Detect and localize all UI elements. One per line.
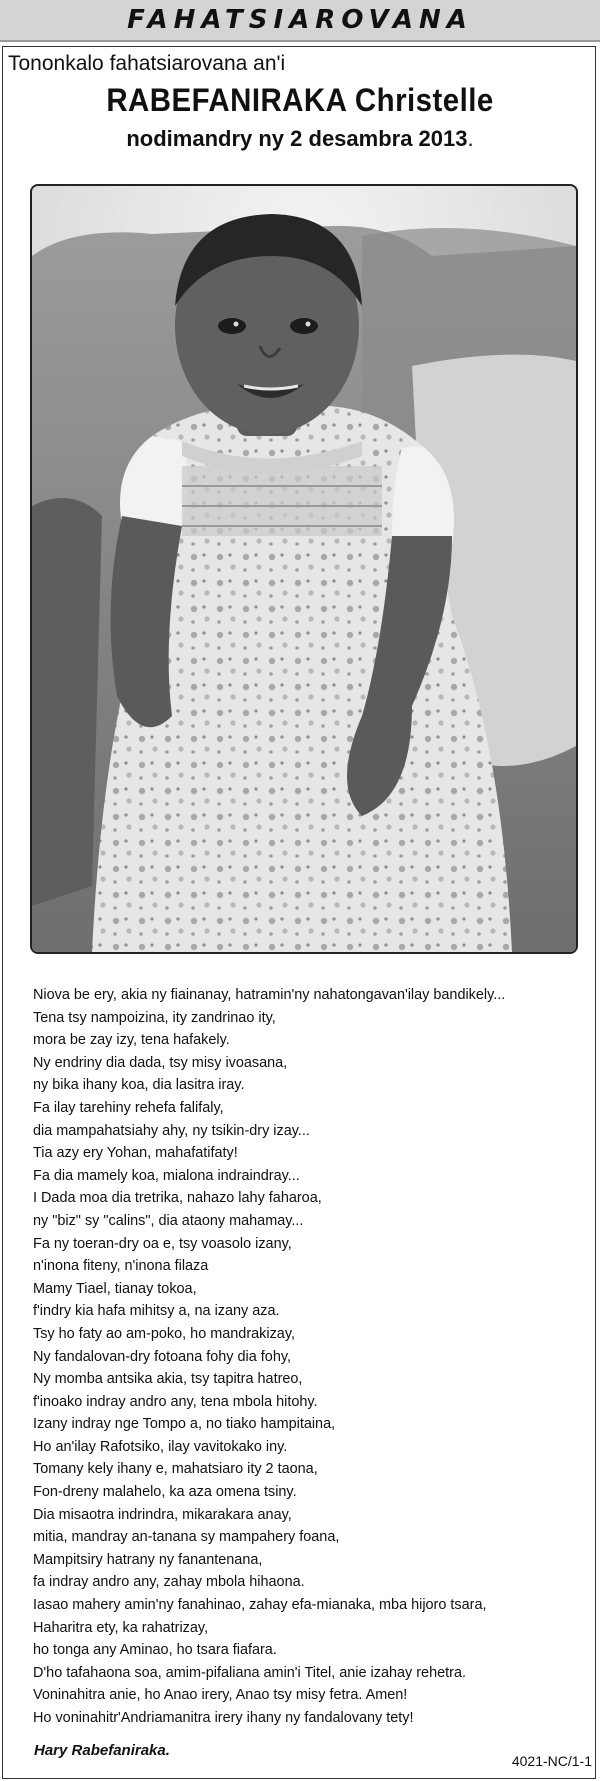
poem-line: Voninahitra anie, ho Anao irery, Anao tsy misy fetra. Amen! bbox=[33, 1686, 408, 1704]
poem-line: Iasao mahery amin'ny fanahinao, zahay efa-mianaka, mba hijoro tsara, bbox=[33, 1596, 487, 1614]
reference-code: 4021-NC/1-1 bbox=[511, 1753, 592, 1769]
poem-line: Haharitra ety, ka rahatrizay, bbox=[33, 1618, 209, 1636]
poem-line: Tomany kely ihany e, mahatsiaro ity 2 taona, bbox=[33, 1460, 318, 1478]
poem-line: Ny momba antsika akia, tsy tapitra hatreo, bbox=[33, 1370, 303, 1388]
poem-line: Tena tsy nampoizina, ity zandrinao ity, bbox=[33, 1008, 276, 1026]
poem-line: f'indry kia hafa mihitsy a, na izany aza. bbox=[33, 1302, 280, 1320]
poem-line: D'ho tafahaona soa, amim-pifaliana amin'i Titel, anie izahay rehetra. bbox=[33, 1663, 466, 1681]
poem-line: mora be zay izy, tena hafakely. bbox=[33, 1031, 230, 1049]
poem-line: Fon-dreny malahelo, ka aza omena tsiny. bbox=[33, 1483, 297, 1501]
memorial-poem bbox=[33, 984, 546, 1730]
memorial-photo bbox=[30, 184, 578, 954]
poem-line: Niova be ery, akia ny fiainanay, hatramin'ny nahatongavan'ilay bandikely... bbox=[33, 986, 506, 1003]
poem-line: mitia, mandray an-tanana sy mampahery foana, bbox=[33, 1528, 340, 1546]
page-title: FAHATSIAROVANA bbox=[127, 5, 473, 35]
notice-date bbox=[0, 126, 600, 152]
poem-line: Tsy ho faty ao am-poko, ho mandrakizay, bbox=[33, 1324, 295, 1342]
notice-intro: Tononkalo fahatsiarovana an'i bbox=[8, 52, 286, 75]
poem-line: I Dada moa dia tretrika, nahazo lahy faharoa, bbox=[33, 1189, 322, 1207]
date-suffix: . bbox=[467, 126, 474, 151]
poem-line: f'inoako indray andro any, tena mbola hitohy. bbox=[33, 1392, 318, 1410]
date-text: nodimandry ny 2 desambra 2013 bbox=[126, 126, 468, 151]
deceased-name: RABEFANIRAKA Christelle bbox=[106, 82, 494, 118]
poem-line: Ho voninahitr'Andriamanitra irery ihany ny fandalovany tety! bbox=[33, 1709, 414, 1726]
poem-line: Ny fandalovan-dry fotoana fohy dia fohy, bbox=[33, 1347, 291, 1365]
poem-line: Ny endriny dia dada, tsy misy ivoasana, bbox=[33, 1053, 288, 1071]
poem-line: Fa ilay tarehiny rehefa falifaly, bbox=[33, 1098, 224, 1116]
poem-line: dia mampahatsiahy ahy, ny tsikin-dry izay... bbox=[33, 1121, 310, 1139]
poem-line: Izany indray nge Tompo a, no tiako hampitaina, bbox=[33, 1415, 336, 1433]
poem-line: n'inona fiteny, n'inona filaza bbox=[33, 1257, 209, 1275]
poem-line: Ho an'ilay Rafotsiko, ilay vavitokako iny. bbox=[33, 1437, 288, 1455]
poem-line: ny "biz" sy "calins", dia ataony mahamay... bbox=[33, 1211, 304, 1229]
poem-line: Fa dia mamely koa, mialona indraindray... bbox=[33, 1166, 300, 1184]
poem-line: Dia misaotra indrindra, mikarakara anay, bbox=[33, 1505, 292, 1523]
child-portrait-illustration bbox=[32, 186, 576, 952]
signature: Hary Rabefaniraka. bbox=[34, 1742, 170, 1759]
poem-line: Mamy Tiael, tianay tokoa, bbox=[33, 1279, 197, 1297]
poem-line: fa indray andro any, zahay mbola hihaona. bbox=[33, 1573, 305, 1591]
poem-line: ny bika ihany koa, dia lasitra iray. bbox=[33, 1076, 245, 1094]
poem-line: Fa ny toeran-dry oa e, tsy voasolo izany, bbox=[33, 1234, 292, 1252]
poem-line: Tia azy ery Yohan, mahafatifaty! bbox=[33, 1144, 238, 1162]
poem-line: ho tonga any Aminao, ho tsara fiafara. bbox=[33, 1641, 277, 1659]
poem-line: Mampitsiry hatrany ny fanantenana, bbox=[33, 1550, 263, 1568]
